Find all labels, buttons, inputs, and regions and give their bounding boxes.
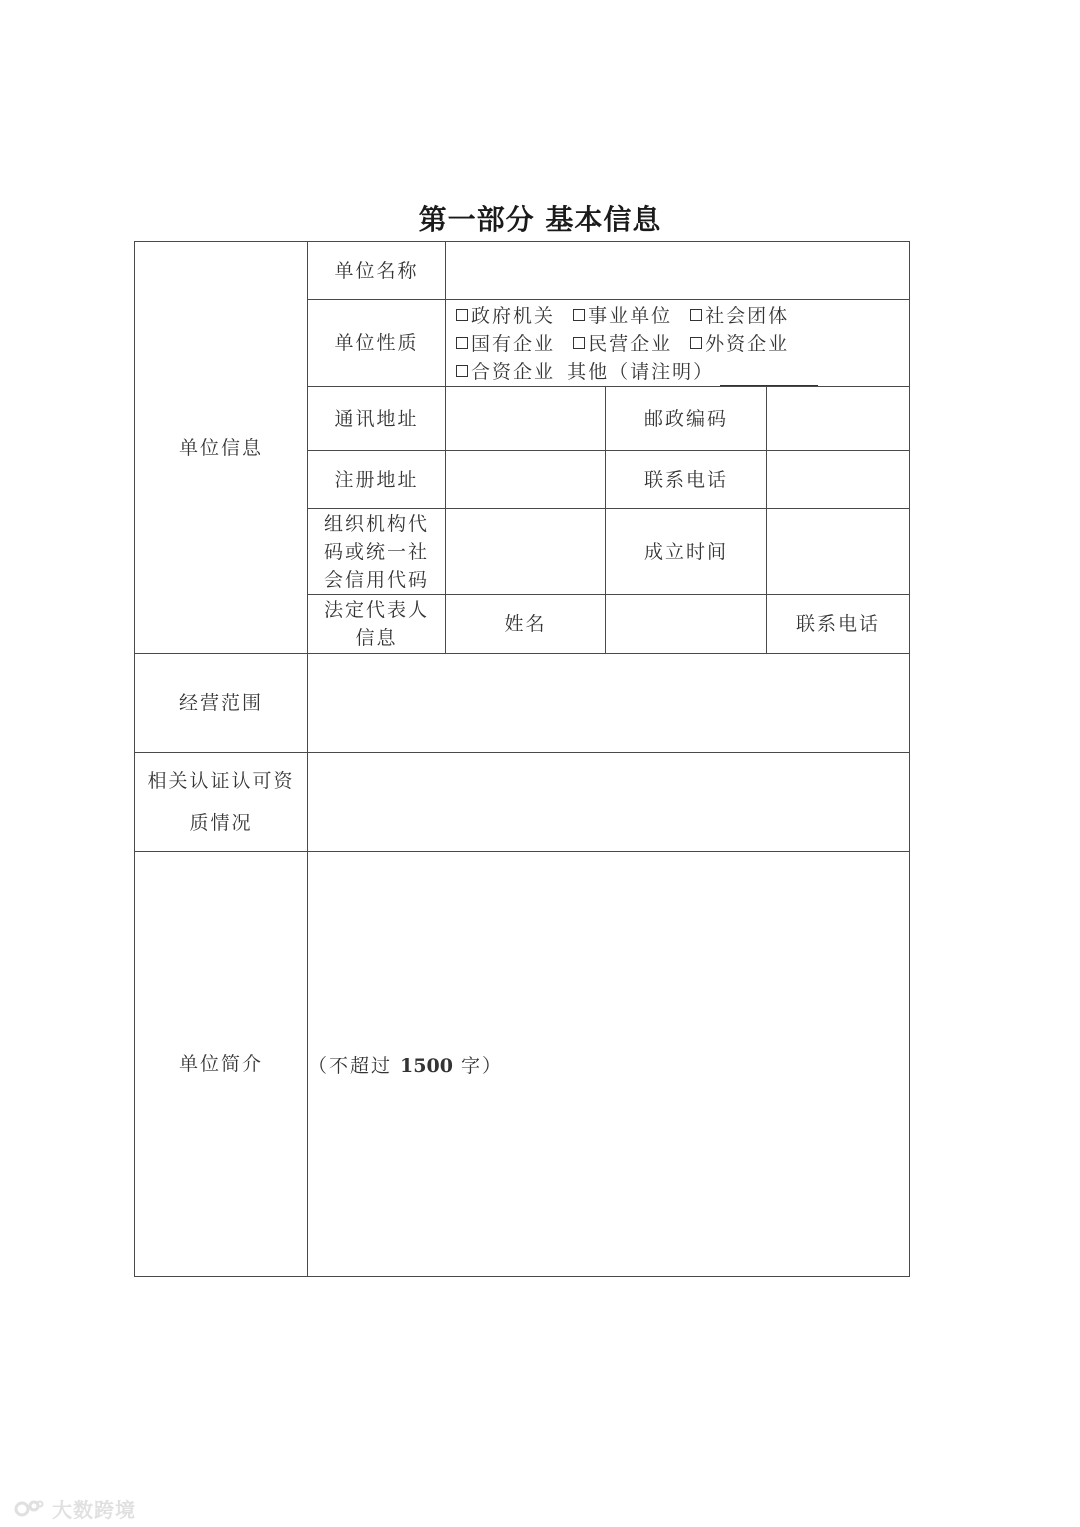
nature-option[interactable]: 政府机关 bbox=[456, 302, 555, 330]
unit-phone-field[interactable] bbox=[767, 451, 910, 509]
address-label: 通讯地址 bbox=[308, 387, 446, 451]
unit-nature-options bbox=[446, 300, 910, 387]
checkbox-icon[interactable] bbox=[456, 337, 468, 349]
certification-label: 相关认证认可资 质情况 bbox=[135, 753, 308, 852]
nature-option[interactable]: 外资企业 bbox=[690, 330, 789, 358]
watermark-logo-icon bbox=[14, 1498, 44, 1520]
checkbox-icon[interactable] bbox=[690, 337, 702, 349]
unit-nature-label: 单位性质 bbox=[308, 300, 446, 387]
watermark bbox=[14, 1494, 136, 1523]
unit-name-field[interactable] bbox=[446, 242, 910, 300]
unit-info-section-label: 单位信息 bbox=[135, 242, 308, 654]
page-title: 第一部分 基本信息 bbox=[418, 203, 662, 236]
legal-rep-section-label: 法定代表人 信息 bbox=[308, 595, 446, 654]
legal-rep-name-label: 姓名 bbox=[446, 595, 606, 654]
checkbox-icon[interactable] bbox=[456, 309, 468, 321]
checkbox-icon[interactable] bbox=[456, 365, 468, 377]
other-label: 其他（请注明） bbox=[567, 361, 715, 383]
nature-option[interactable]: 国有企业 bbox=[456, 330, 555, 358]
established-label: 成立时间 bbox=[606, 509, 767, 595]
business-scope-field[interactable] bbox=[308, 654, 910, 753]
checkbox-icon[interactable] bbox=[690, 309, 702, 321]
legal-rep-name-field[interactable] bbox=[606, 595, 767, 654]
nature-option[interactable]: 民营企业 bbox=[573, 330, 672, 358]
address-field[interactable] bbox=[446, 387, 606, 451]
nature-option[interactable]: 社会团体 bbox=[690, 302, 789, 330]
postcode-label: 邮政编码 bbox=[606, 387, 767, 451]
unit-name-label: 单位名称 bbox=[308, 242, 446, 300]
reg-address-field[interactable] bbox=[446, 451, 606, 509]
nature-option[interactable]: 事业单位 bbox=[573, 302, 672, 330]
basic-info-form bbox=[134, 241, 910, 1277]
established-field[interactable] bbox=[767, 509, 910, 595]
nature-options-row-1 bbox=[456, 302, 909, 330]
checkbox-icon[interactable] bbox=[573, 337, 585, 349]
nature-options-row-2 bbox=[456, 330, 909, 358]
intro-field[interactable] bbox=[308, 852, 910, 1277]
checkbox-icon[interactable] bbox=[573, 309, 585, 321]
reg-address-label: 注册地址 bbox=[308, 451, 446, 509]
intro-label: 单位简介 bbox=[135, 852, 308, 1277]
postcode-field[interactable] bbox=[767, 387, 910, 451]
other-input[interactable] bbox=[720, 365, 818, 386]
business-scope-label: 经营范围 bbox=[135, 654, 308, 753]
org-code-field[interactable] bbox=[446, 509, 606, 595]
watermark-text: 大数跨境 bbox=[52, 1498, 136, 1522]
legal-rep-phone-label: 联系电话 bbox=[767, 595, 910, 654]
org-code-label: 组织机构代 码或统一社 会信用代码 bbox=[308, 509, 446, 595]
certification-field[interactable] bbox=[308, 753, 910, 852]
nature-option[interactable]: 合资企业 bbox=[456, 358, 555, 386]
unit-phone-label: 联系电话 bbox=[606, 451, 767, 509]
nature-options-row-3 bbox=[456, 358, 909, 386]
intro-hint: （不超过 1500 字） bbox=[308, 1054, 503, 1077]
